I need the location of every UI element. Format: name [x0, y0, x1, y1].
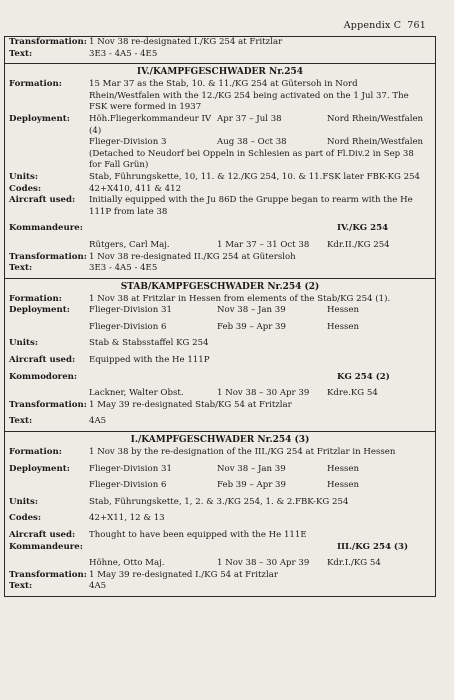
- units-label: Units:: [9, 171, 38, 182]
- aircraft-row: [5, 195, 435, 218]
- text-row: [5, 581, 435, 593]
- kommandeure-unit: IV./KG 254: [337, 223, 389, 234]
- section-title: IV./KAMPFGESCHWADER Nr.254: [136, 67, 304, 78]
- units-label: Units:: [9, 496, 38, 507]
- deployment-row: [5, 464, 435, 492]
- deployment-note: (Detached to Neudorf bei Oppeln in Schlesien as part of Fl.Div.2 in Sep 38 for Fall Grün): [89, 148, 414, 171]
- deployment-unit: Flieger-Division 31: [89, 463, 172, 474]
- text-value: 4A5: [89, 581, 107, 592]
- formation-text: 15 Mar 37 as the Stab, 10. & 11./KG 254 at Gütersoh in Nord Rhein/Westfalen with the 12./KG 254 being activated on the 1 Jul 37. The FSK were formed in 1937: [89, 79, 409, 113]
- text-row: [5, 263, 435, 275]
- deployment-entry: [89, 114, 429, 137]
- text-value: 3E3 - 4A5 - 4E5: [89, 263, 158, 274]
- text-value: 4A5: [89, 416, 107, 427]
- kommandeure-unit: III./KG 254 (3): [337, 541, 409, 552]
- section-iv-kg254: [5, 64, 435, 279]
- formation-label: Formation:: [9, 447, 62, 458]
- deployment-row: [5, 305, 435, 333]
- transformation-text: 1 May 39 re-designated Stab/KG 54 at Fritzlar: [89, 399, 292, 410]
- section-title: STAB/KAMPFGESCHWADER Nr.254 (2): [120, 281, 320, 292]
- kommandeur-name: Höhne, Otto Maj.: [89, 558, 165, 569]
- kommodoren-unit: KG 254 (2): [337, 371, 390, 382]
- deployment-location: Hessen: [327, 480, 360, 491]
- deployment-dates: Nov 38 – Jan 39: [217, 305, 286, 316]
- aircraft-text: Initially equipped with the Ju 86D the Gruppe began to rearm with the He 111P from late 38: [89, 195, 413, 217]
- section-name: Appendix C: [343, 20, 402, 31]
- deployment-dates: Feb 39 – Apr 39: [217, 480, 286, 491]
- formation-label: Formation:: [9, 293, 62, 304]
- deployment-unit: Flieger-Division 31: [89, 305, 172, 316]
- deployment-unit: Flieger-Division 6: [89, 321, 167, 332]
- codes-label: Codes:: [9, 183, 42, 194]
- units-row: [5, 497, 435, 509]
- kommodoren-label: Kommodoren:: [9, 371, 78, 382]
- kommandeur-name: Rütgers, Carl Maj.: [89, 239, 170, 250]
- codes-row: [5, 184, 435, 196]
- deployment-unit: Höh.Fliegerkommandeur IV (4): [89, 113, 212, 136]
- transformation-text: 1 May 39 re-designated I./KG 54 at Fritzlar: [89, 569, 278, 580]
- deployment-location: Hessen: [327, 305, 360, 316]
- aircraft-text: Thought to have been equipped with the He 111E: [89, 530, 307, 540]
- text-value: 3E3 - 4A5 - 4E5: [89, 48, 158, 59]
- aircraft-row: [5, 355, 435, 367]
- transformation-label: Transformation:: [9, 399, 87, 410]
- kommandeur-entry: [5, 558, 435, 570]
- deployment-entry: [89, 137, 429, 149]
- section-top-fragment: [5, 37, 435, 64]
- transformation-text: 1 Nov 38 re-designated II./KG 254 at Gütersloh: [89, 251, 296, 262]
- deployment-unit: Flieger-Division 6: [89, 480, 167, 491]
- formation-row: [5, 294, 435, 306]
- aircraft-label: Aircraft used:: [9, 195, 76, 206]
- kommandeur-dates: 1 Mar 37 – 31 Oct 38: [217, 239, 310, 250]
- kommandeure-row: [5, 542, 435, 554]
- text-label: Text:: [9, 48, 33, 59]
- deployment-location: Hessen: [327, 321, 360, 332]
- formation-row: [5, 79, 435, 114]
- deployment-dates: Feb 39 – Apr 39: [217, 321, 286, 332]
- deployment-location: Nord Rhein/Westfalen: [327, 137, 424, 148]
- deployment-location: Hessen: [327, 463, 360, 474]
- units-text: Stab, Führungskette, 1, 2. & 3./KG 254, 1. & 2.FBK-KG 254: [89, 496, 349, 507]
- kommodore-entry: [5, 388, 435, 400]
- units-label: Units:: [9, 338, 38, 349]
- page-header: [344, 20, 426, 31]
- deployment-entry: [89, 305, 429, 317]
- deployment-label: Deployment:: [9, 305, 70, 316]
- deployment-location: Nord Rhein/Westfalen: [327, 113, 424, 124]
- units-row: [5, 338, 435, 350]
- kommandeur-title: Kdr.II./KG 254: [327, 239, 390, 250]
- transformation-row: [5, 570, 435, 582]
- deployment-row: [5, 114, 435, 172]
- deployment-label: Deployment:: [9, 113, 70, 124]
- formation-text: 1 Nov 38 at Fritzlar in Hessen from elements of the Stab/KG 254 (1).: [89, 293, 391, 304]
- unit-table: [4, 36, 436, 597]
- aircraft-label: Aircraft used:: [9, 530, 76, 540]
- kommandeure-row: [5, 223, 435, 235]
- formation-row: [5, 447, 435, 459]
- deployment-label: Deployment:: [9, 463, 70, 474]
- section-stab-kg254: [5, 279, 435, 432]
- kommandeure-label: Kommandeure:: [9, 223, 83, 234]
- transformation-row: [5, 37, 435, 49]
- transformation-text: 1 Nov 38 re-designated I./KG 254 at Fritzlar: [89, 37, 283, 47]
- text-label: Text:: [9, 581, 33, 592]
- kommandeure-label: Kommandeure:: [9, 541, 83, 552]
- kommandeur-title: Kdr.I./KG 54: [327, 558, 381, 569]
- codes-label: Codes:: [9, 513, 42, 524]
- units-text: Stab, Führungskette, 10, 11. & 12./KG 254, 10. & 11.FSK later FBK-KG 254: [89, 171, 421, 182]
- deployment-dates: Nov 38 – Jan 39: [217, 463, 286, 474]
- section-i-kg254: [5, 432, 435, 597]
- transformation-row: [5, 400, 435, 412]
- page-number: 761: [407, 20, 426, 31]
- aircraft-row: [5, 530, 435, 542]
- codes-text: 42+X11, 12 & 13: [89, 513, 165, 524]
- deployment-dates: Apr 37 – Jul 38: [217, 113, 282, 124]
- transformation-row: [5, 252, 435, 264]
- text-row: [5, 49, 435, 61]
- transformation-label: Transformation:: [9, 251, 87, 262]
- deployment-dates: Aug 38 – Oct 38: [217, 137, 287, 148]
- text-label: Text:: [9, 416, 33, 427]
- transformation-label: Transformation:: [9, 37, 87, 47]
- formation-text: 1 Nov 38 by the re-designation of the III./KG 254 at Fritzlar in Hessen: [89, 447, 396, 458]
- kommodore-title: Kdre.KG 54: [327, 388, 378, 399]
- kommandeur-dates: 1 Nov 38 – 30 Apr 39: [217, 558, 310, 569]
- deployment-entry: [89, 464, 429, 476]
- kommodore-name: Lackner, Walter Obst.: [89, 388, 184, 399]
- kommodoren-row: [5, 372, 435, 384]
- kommandeur-entry: [5, 240, 435, 252]
- deployment-entry: [89, 322, 429, 334]
- aircraft-text: Equipped with the He 111P: [89, 355, 210, 366]
- units-row: [5, 172, 435, 184]
- codes-row: [5, 513, 435, 525]
- deployment-unit: Flieger-Division 3: [89, 137, 167, 148]
- formation-label: Formation:: [9, 79, 62, 90]
- section-title: I./KAMPFGESCHWADER Nr.254 (3): [130, 435, 310, 446]
- text-label: Text:: [9, 263, 33, 274]
- deployment-entry: [89, 480, 429, 492]
- units-text: Stab & Stabsstaffel KG 254: [89, 338, 209, 349]
- kommodore-dates: 1 Nov 38 – 30 Apr 39: [217, 388, 310, 399]
- codes-text: 42+X410, 411 & 412: [89, 183, 182, 194]
- transformation-label: Transformation:: [9, 569, 87, 580]
- text-row: [5, 416, 435, 428]
- aircraft-label: Aircraft used:: [9, 355, 76, 366]
